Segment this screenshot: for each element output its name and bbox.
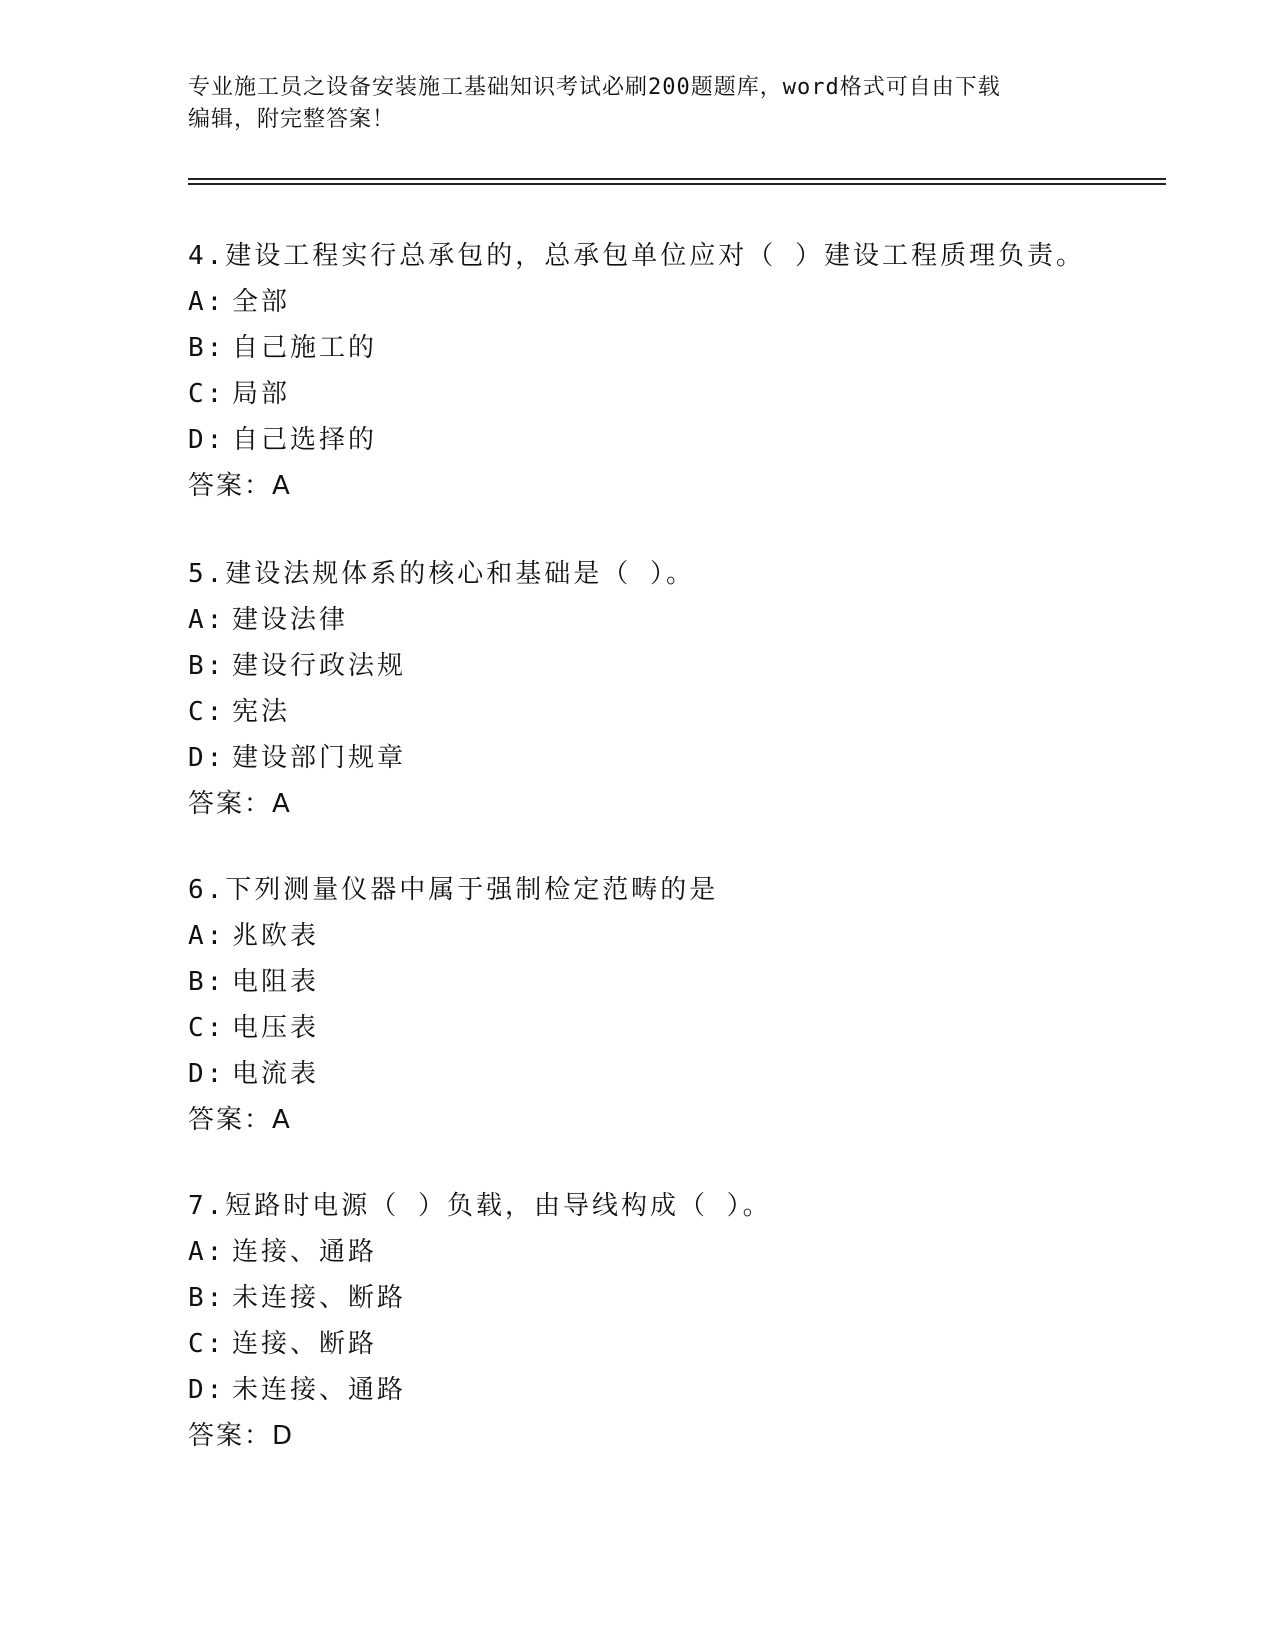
option-b bbox=[188, 964, 1168, 1010]
option-key: A: bbox=[188, 605, 226, 635]
question-stem: 7.短路时电源（ ）负载，由导线构成（ ）。 bbox=[188, 1191, 772, 1221]
answer-line: 答案：D bbox=[188, 1421, 295, 1451]
option-text: 连接、断路 bbox=[232, 1329, 378, 1359]
option-c bbox=[188, 694, 1168, 740]
document-header bbox=[188, 72, 1088, 136]
option-d bbox=[188, 422, 1168, 468]
question-4 bbox=[188, 238, 1168, 514]
option-c bbox=[188, 1010, 1168, 1056]
option-a bbox=[188, 602, 1168, 648]
option-text: 未连接、断路 bbox=[232, 1283, 407, 1313]
header-divider-top bbox=[188, 178, 1166, 180]
header-line-1: 专业施工员之设备安装施工基础知识考试必刷200题题库，word格式可自由下载 bbox=[188, 75, 1001, 100]
question-6 bbox=[188, 872, 1168, 1148]
option-key: D: bbox=[188, 1059, 226, 1089]
option-key: B: bbox=[188, 333, 226, 363]
option-key: D: bbox=[188, 425, 226, 455]
option-c bbox=[188, 1326, 1168, 1372]
option-text: 宪法 bbox=[232, 697, 291, 727]
option-text: 电压表 bbox=[232, 1013, 320, 1043]
header-line-2: 编辑，附完整答案！ bbox=[188, 107, 396, 132]
option-key: D: bbox=[188, 743, 226, 773]
option-text: 电流表 bbox=[232, 1059, 320, 1089]
option-key: C: bbox=[188, 1329, 226, 1359]
answer-line: 答案：A bbox=[188, 1105, 292, 1135]
option-text: 局部 bbox=[232, 379, 291, 409]
question-7 bbox=[188, 1188, 1168, 1464]
question-stem: 4.建设工程实行总承包的，总承包单位应对（ ）建设工程质理负责。 bbox=[188, 241, 1085, 271]
option-key: C: bbox=[188, 1013, 226, 1043]
option-text: 连接、通路 bbox=[232, 1237, 378, 1267]
option-text: 建设行政法规 bbox=[232, 651, 407, 681]
option-a bbox=[188, 284, 1168, 330]
option-key: A: bbox=[188, 287, 226, 317]
option-text: 自己施工的 bbox=[232, 333, 378, 363]
option-b bbox=[188, 330, 1168, 376]
option-b bbox=[188, 1280, 1168, 1326]
option-a bbox=[188, 918, 1168, 964]
option-key: B: bbox=[188, 651, 226, 681]
option-key: B: bbox=[188, 967, 226, 997]
option-a bbox=[188, 1234, 1168, 1280]
question-stem: 5.建设法规体系的核心和基础是（ ）。 bbox=[188, 559, 695, 589]
option-b bbox=[188, 648, 1168, 694]
question-5 bbox=[188, 556, 1168, 832]
option-text: 建设部门规章 bbox=[232, 743, 407, 773]
option-key: A: bbox=[188, 1237, 226, 1267]
question-stem: 6.下列测量仪器中属于强制检定范畴的是 bbox=[188, 875, 719, 905]
option-text: 兆欧表 bbox=[232, 921, 320, 951]
option-key: D: bbox=[188, 1375, 226, 1405]
option-d bbox=[188, 1372, 1168, 1418]
option-c bbox=[188, 376, 1168, 422]
option-text: 全部 bbox=[232, 287, 291, 317]
answer-line: 答案：A bbox=[188, 789, 292, 819]
option-key: B: bbox=[188, 1283, 226, 1313]
option-d bbox=[188, 740, 1168, 786]
option-text: 建设法律 bbox=[232, 605, 349, 635]
option-key: C: bbox=[188, 379, 226, 409]
option-text: 未连接、通路 bbox=[232, 1375, 407, 1405]
option-d bbox=[188, 1056, 1168, 1102]
option-key: A: bbox=[188, 921, 226, 951]
option-key: C: bbox=[188, 697, 226, 727]
header-divider-bottom bbox=[188, 183, 1166, 185]
answer-line: 答案：A bbox=[188, 471, 292, 501]
option-text: 电阻表 bbox=[232, 967, 320, 997]
option-text: 自己选择的 bbox=[232, 425, 378, 455]
